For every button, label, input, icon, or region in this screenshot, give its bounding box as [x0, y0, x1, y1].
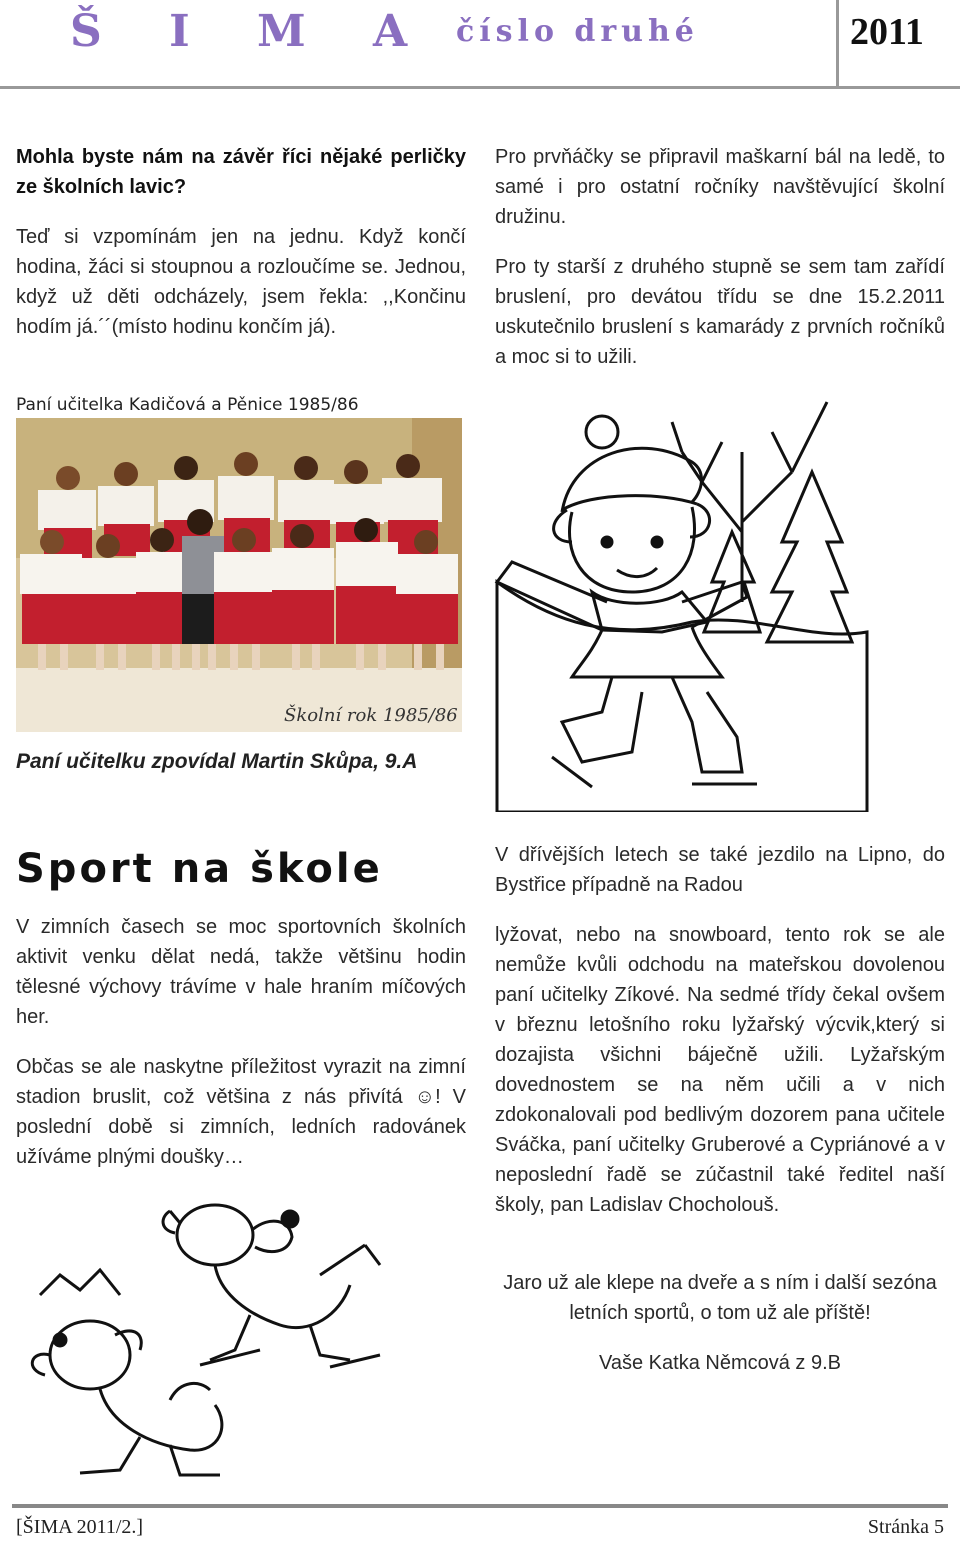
article-title: Sport na škole	[16, 846, 383, 892]
class-photo	[16, 418, 462, 732]
footer-rule	[12, 1504, 948, 1508]
header-divider	[836, 0, 839, 88]
sport-paragraph-1: V zimních časech se moc sportovních školních aktivit venku dělat nedá, takže většinu hodin tělesné výchovy trávíme v hale hraním míčových her.	[16, 916, 466, 1028]
sport-right-paragraph-2: lyžovat, nebo na snowboard, tento rok se ale nemůže kvůli odchodu na mateřskou dovolenou paní učitelky Zíkové. Na sedmé třídy čekal ovšem v březnu letošního roku lyžařský výcvik,který si dozajista všichni báječně užili. Lyžařským dovednostem se na něm učili a v nich zdokonalovali pod bedlivým dozorem pana učitele Sváčka, paní učitelky Gruberové a Cypriánové a v neposlední řadě se zúčastnil také ředitel naší školy, pan Ladislav Chocholouš.	[495, 924, 945, 1216]
header-rule	[0, 86, 960, 89]
sport-right-paragraph-1: V dřívějších letech se také jezdilo na Lipno, do Bystřice případně na Radou	[495, 844, 945, 896]
magazine-title: Š I M A	[70, 6, 434, 57]
interview-credit: Paní učitelku zpovídal Martin Skůpa, 9.A	[16, 750, 418, 773]
photo-caption: Paní učitelka Kadičová a Pěnice 1985/86	[16, 395, 359, 415]
interview-question: Mohla byste nám na závěr říci nějaké perličky ze školních lavic?	[16, 146, 466, 198]
interview-right-paragraph-2: Pro ty starší z druhého stupně se sem tam zařídí bruslení, pro devátou třídu se dne 15.2.2011 uskutečnilo bruslení s kamarády z prvních ročníků a moc si to užili.	[495, 256, 945, 368]
sport-closing: Jaro už ale klepe na dveře a s ním i další sezóna letních sportů, o tom už ale příště!	[503, 1272, 937, 1324]
interview-answer: Teď si vzpomínám jen na jednu. Když končí hodina, žáci si stoupnou a rozloučíme se. Jednou, když už děti odcházely, jsem řekla: ,,Končinu hodím já.´´(místo hodinu končím já).	[16, 226, 466, 338]
issue-year: 2011	[850, 11, 924, 53]
photo-inscription: Školní rok 1985/86	[284, 705, 458, 726]
issue-subtitle: číslo druhé	[456, 14, 699, 49]
footer-issue-label: [ŠIMA 2011/2.]	[16, 1516, 144, 1538]
sport-paragraph-2: Občas se ale naskytne příležitost vyrazit na zimní stadion bruslit, což většina z nás přivítá ☺! V poslední době si zimních, ledních radovánek užíváme plnými doušky…	[16, 1056, 466, 1168]
skating-girl-illustration	[492, 392, 872, 812]
article-signature: Vaše Katka Němcová z 9.B	[599, 1352, 841, 1374]
class-photo-illustration	[16, 418, 462, 732]
skating-dogs-illustration	[20, 1175, 400, 1485]
interview-right-paragraph-1: Pro prvňáčky se připravil maškarní bál na ledě, to samé i pro ostatní ročníky navštěvující školní družinu.	[495, 146, 945, 228]
page-number: Stránka 5	[867, 1516, 944, 1538]
